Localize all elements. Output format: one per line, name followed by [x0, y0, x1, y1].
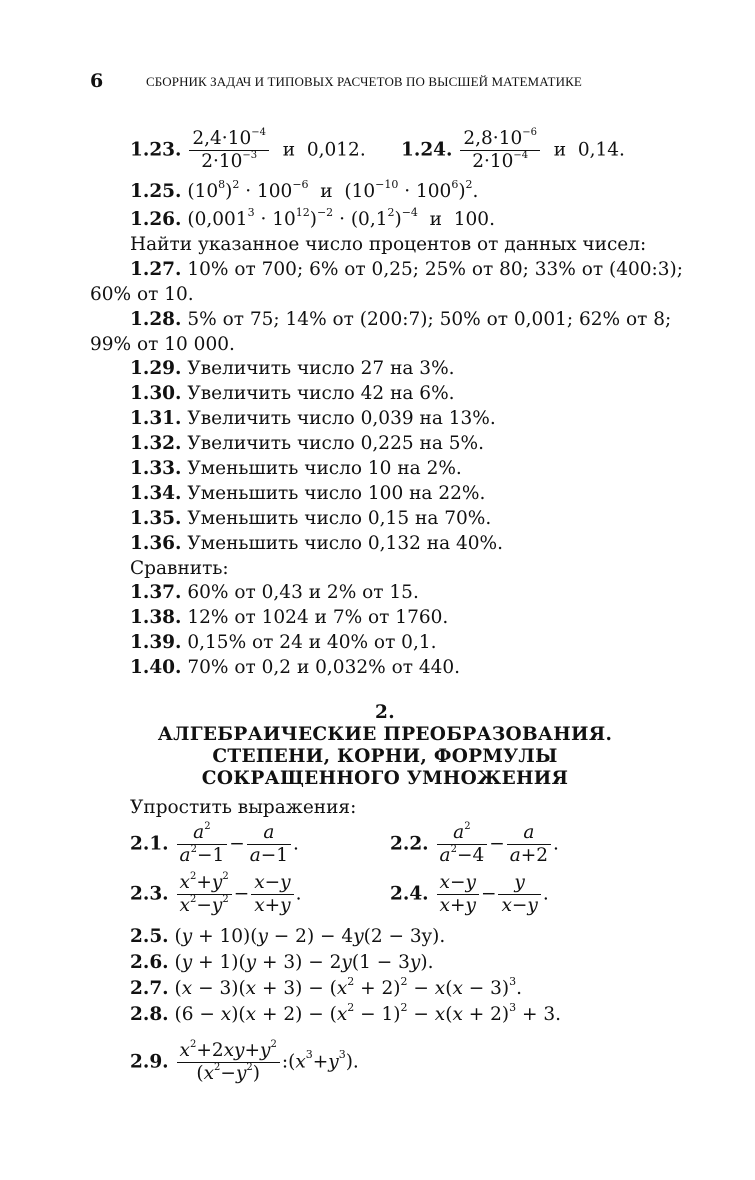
problem-1-23-24: 1.23. $\frac{2,4\cdot 10^{-4}}{2\cdot 10^{-3}}$ и 0,012. 1.24. $\frac{2,8\cdot 10^{-6}}{2\cdot 10^{-4}}$ и 0,14.: [130, 126, 625, 172]
instruction-percent: Найти указанное число процентов от данных чисел:: [130, 234, 647, 255]
running-title: СБОРНИК ЗАДАЧ И ТИПОВЫХ РАСЧЕТОВ ПО ВЫСШЕЙ МАТЕМАТИКЕ: [146, 74, 582, 89]
problem-2-8: 2.8. $(6 - x)(x + 2) - (x^2 - 1)^2 - x(x + 2)^3 + 3$.: [130, 1000, 562, 1025]
problem-2-9: 2.9. $\frac{x^2+2xy+y^2}{(x^2-y^2)}$ $:(x^3+y^3)$.: [130, 1038, 359, 1084]
problem-1-28-cont: 99% от 10 000.: [90, 334, 235, 355]
instruction-simplify: Упростить выражения:: [130, 797, 357, 818]
list-item: 1.36. Уменьшить число 0,132 на 40%.: [130, 533, 503, 554]
instruction-compare: Сравнить:: [130, 558, 229, 579]
problem-1-26: 1.26. $(0,001^3 \cdot 10^{12})^{-2} \cdot (0,1^2)^{-4}$ и 100.: [130, 205, 495, 230]
problem-label: 1.24.: [401, 139, 453, 161]
problem-2-2: 2.2. $\frac{a^2}{a^2-4}$ − $\frac{a}{a+2}$ .: [390, 820, 559, 866]
problem-2-5: 2.5. (y + 10)(y − 2) − 4y(2 − 3y).: [130, 926, 446, 947]
list-item: 1.31. Увеличить число 0,039 на 13%.: [130, 408, 496, 429]
problem-label: 1.23.: [130, 139, 182, 161]
list-item: 1.40. 70% от 0,2 и 0,032% от 440.: [130, 657, 461, 678]
problem-1-27: 1.27. 10% от 700; 6% от 0,25; 25% от 80; 33% от (400:3);: [130, 259, 683, 280]
problem-1-28: 1.28. 5% от 75; 14% от (200:7); 50% от 0,001; 62% от 8;: [130, 309, 672, 330]
list-item: 1.32. Увеличить число 0,225 на 5%.: [130, 433, 484, 454]
section-title-line-1: АЛГЕБРАИЧЕСКИЕ ПРЕОБРАЗОВАНИЯ.: [157, 724, 613, 745]
fraction: $\frac{2,4\cdot 10^{-4}}{2\cdot 10^{-3}}$: [189, 128, 269, 173]
problem-2-4: 2.4. $\frac{x-y}{x+y}$ − $\frac{y}{x-y}$ .: [390, 872, 549, 916]
problem-2-7: 2.7. $(x - 3)(x + 3) - (x^2 + 2)^2 - x(x - 3)^3$.: [130, 974, 523, 999]
section-title-line-2: СТЕПЕНИ, КОРНИ, ФОРМУЛЫ: [212, 746, 558, 767]
problem-1-27-cont: 60% от 10.: [90, 284, 194, 305]
problem-2-1: 2.1. $\frac{a^2}{a^2-1}$ − $\frac{a}{a-1}$ .: [130, 820, 299, 866]
list-item: 1.29. Увеличить число 27 на 3%.: [130, 358, 455, 379]
fraction: $\frac{2,8\cdot 10^{-6}}{2\cdot 10^{-4}}$: [460, 128, 540, 173]
list-item: 1.30. Увеличить число 42 на 6%.: [130, 383, 455, 404]
list-item: 1.34. Уменьшить число 100 на 22%.: [130, 483, 486, 504]
section-title-line-3: СОКРАЩЕННОГО УМНОЖЕНИЯ: [201, 768, 569, 789]
list-item: 1.39. 0,15% от 24 и 40% от 0,1.: [130, 632, 437, 653]
list-item: 1.35. Уменьшить число 0,15 на 70%.: [130, 508, 492, 529]
section-number: 2.: [375, 702, 395, 723]
page-header: [90, 70, 680, 98]
problem-2-6: 2.6. (y + 1)(y + 3) − 2y(1 − 3y).: [130, 952, 434, 973]
problem-2-3: 2.3. $\frac{x^2+y^2}{x^2-y^2}$ − $\frac{x-y}{x+y}$ .: [130, 870, 302, 916]
list-item: 1.38. 12% от 1024 и 7% от 1760.: [130, 607, 449, 628]
list-item: 1.33. Уменьшить число 10 на 2%.: [130, 458, 462, 479]
page-number: 6: [90, 70, 104, 92]
list-item: 1.37. 60% от 0,43 и 2% от 15.: [130, 582, 419, 603]
problem-1-25: 1.25. $(10^8)^2 \cdot 100^{-6}$ и $(10^{-10} \cdot 100^6)^2$.: [130, 177, 479, 202]
